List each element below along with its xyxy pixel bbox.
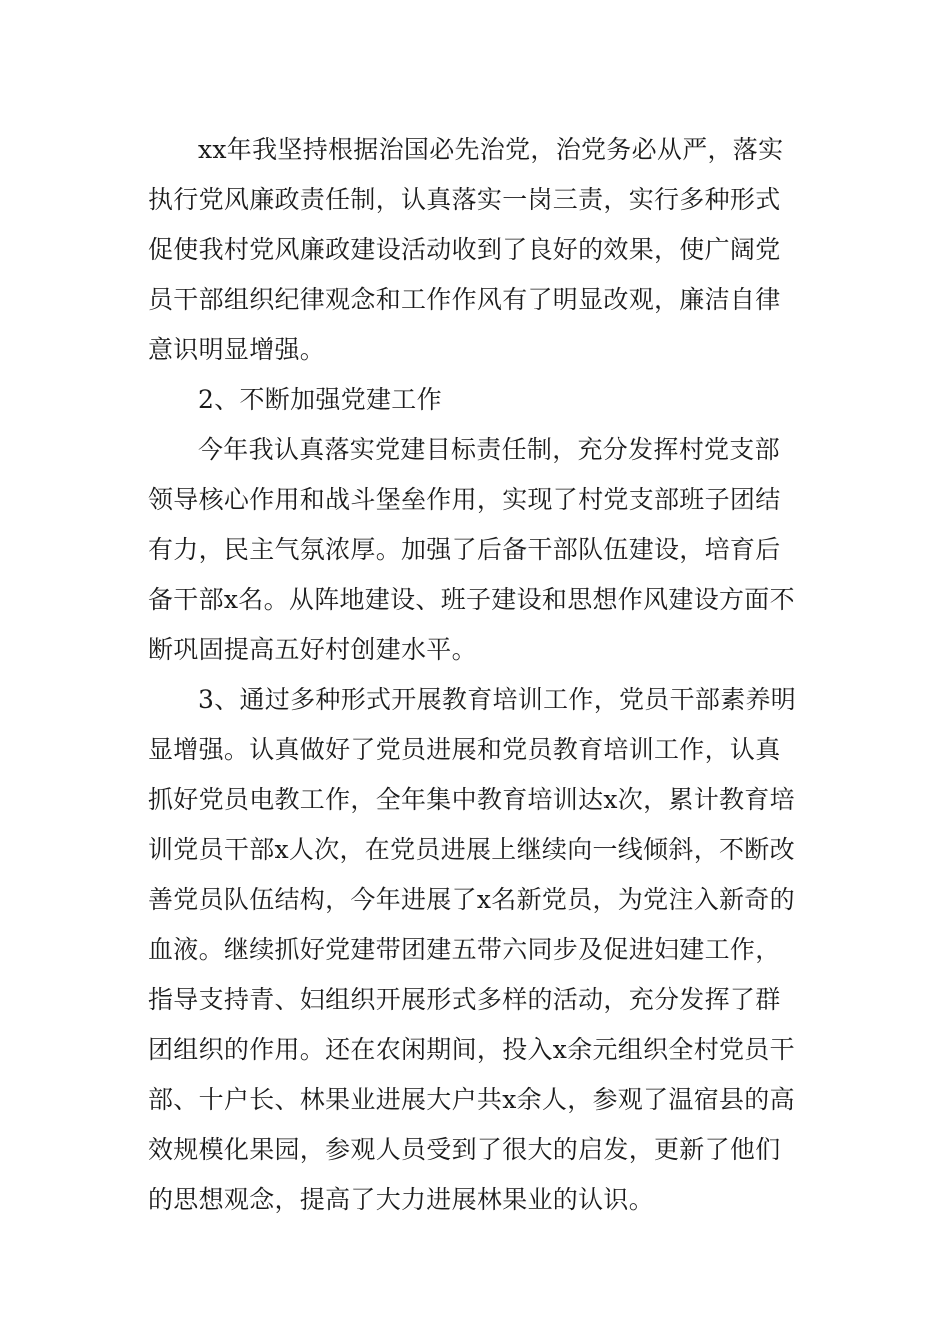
text-line: 备干部x名。从阵地建设、班子建设和思想作风建设方面不	[148, 585, 795, 614]
paragraph-education-training	[148, 675, 808, 1225]
text-line: 效规模化果园，参观人员受到了很大的启发，更新了他们	[148, 1135, 781, 1164]
text-line: 指导支持青、妇组织开展形式多样的活动，充分发挥了群	[148, 985, 781, 1014]
paragraph-party-building	[148, 425, 808, 675]
document-body	[148, 125, 808, 1225]
text-line: 有力，民主气氛浓厚。加强了后备干部队伍建设，培育后	[148, 535, 781, 564]
text-line: 善党员队伍结构，今年进展了x名新党员，为党注入新奇的	[148, 885, 795, 914]
text-line: 团组织的作用。还在农闲期间，投入x余元组织全村党员干	[148, 1035, 795, 1064]
text-line: xx年我坚持根据治国必先治党，治党务必从严，落实	[198, 135, 784, 164]
text-line: 血液。继续抓好党建带团建五带六同步及促进妇建工作，	[148, 935, 781, 964]
text-line: 断巩固提高五好村创建水平。	[148, 635, 477, 664]
text-line: 的思想观念，提高了大力进展林果业的认识。	[148, 1185, 655, 1214]
text-line: 员干部组织纪律观念和工作作风有了明显改观，廉洁自律	[148, 285, 781, 314]
text-line: 训党员干部x人次，在党员进展上继续向一线倾斜，不断改	[148, 835, 795, 864]
text-line: 促使我村党风廉政建设活动收到了良好的效果，使广阔党	[148, 235, 781, 264]
paragraph-party-conduct	[148, 125, 808, 375]
text-line: 抓好党员电教工作，全年集中教育培训达x次，累计教育培	[148, 785, 795, 814]
text-line: 意识明显增强。	[148, 335, 326, 364]
text-line: 执行党风廉政责任制，认真落实一岗三责，实行多种形式	[148, 185, 781, 214]
text-line: 显增强。认真做好了党员进展和党员教育培训工作，认真	[148, 735, 781, 764]
text-line: 部、十户长、林果业进展大户共x余人，参观了温宿县的高	[148, 1085, 795, 1114]
text-line: 今年我认真落实党建目标责任制，充分发挥村党支部	[198, 435, 780, 464]
section-heading-party-building	[148, 375, 808, 425]
section-heading: 2、不断加强党建工作	[198, 385, 442, 414]
text-line: 领导核心作用和战斗堡垒作用，实现了村党支部班子团结	[148, 485, 781, 514]
text-line: 3、通过多种形式开展教育培训工作，党员干部素养明	[198, 685, 797, 714]
